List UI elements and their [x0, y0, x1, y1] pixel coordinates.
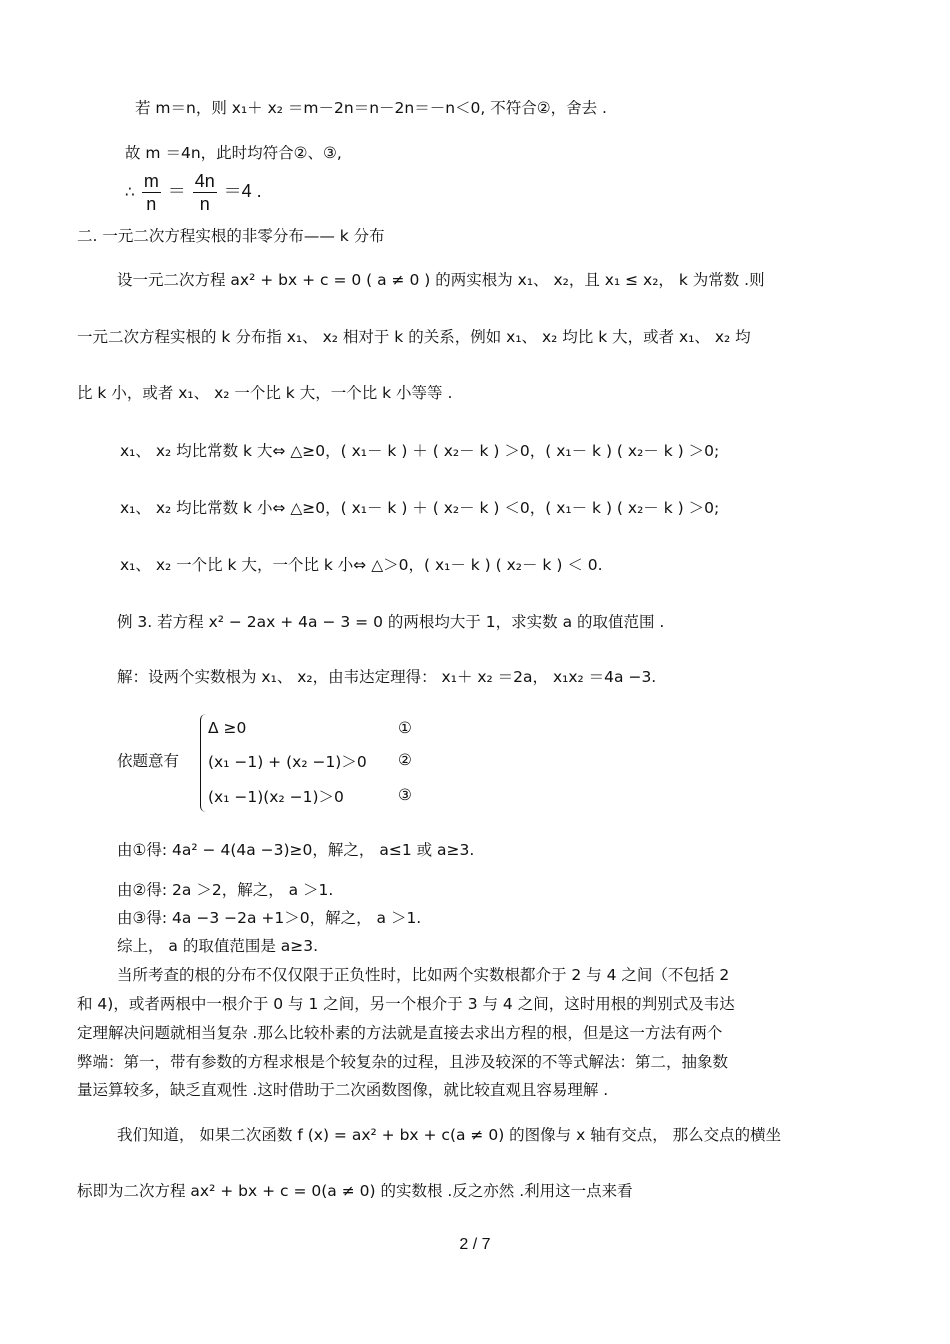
text-line: 我们知道， 如果二次函数 f (x) = ax² + bx + c(a ≠ 0) 的图像与 x 轴有交点， 那么交点的横坐	[117, 1126, 782, 1144]
circled-marker: ②	[398, 751, 412, 769]
text-line: 定理解决问题就相当复杂 .那么比较朴素的方法就是直接去求出方程的根，但是这一方法有两个	[77, 1024, 723, 1042]
fraction	[142, 170, 161, 215]
condition-line: x₁、 x₂ 一个比 k 大，一个比 k 小⇔ △＞0，( x₁－ k ) ( x₂－ k ) ＜ 0.	[120, 556, 603, 574]
circled-marker: ①	[398, 719, 412, 737]
equation-result: ＝4 .	[223, 181, 262, 201]
fraction	[193, 170, 217, 215]
fraction-line	[125, 170, 262, 215]
section-heading: 二. 一元二次方程实根的非零分布—— k 分布	[77, 227, 385, 245]
therefore-symbol: ∴	[125, 183, 135, 201]
fraction-denominator: n	[199, 194, 210, 214]
result-line: 由③得: 4a −3 −2a +1＞0，解之， a ＞1.	[117, 909, 422, 927]
circled-marker: ③	[398, 786, 412, 804]
condition-label: 依题意有	[117, 752, 180, 770]
condition-line: x₁、 x₂ 均比常数 k 大⇔ △≥0，( x₁－ k ) ＋ ( x₂－ k ) ＞0，( x₁－ k ) ( x₂－ k ) ＞0;	[120, 442, 720, 460]
equals-sign: ＝	[167, 181, 186, 201]
condition-item: Δ ≥0	[208, 719, 247, 737]
example-heading: 例 3. 若方程 x² − 2ax + 4a − 3 = 0 的两根均大于 1，求实数 a 的取值范围 .	[117, 613, 665, 631]
text-line: 量运算较多，缺乏直观性 .这时借助于二次函数图像，就比较直观且容易理解 .	[77, 1081, 609, 1099]
text-line: 弊端：第一，带有参数的方程求根是个较复杂的过程，且涉及较深的不等式解法：第二，抽象数	[77, 1053, 729, 1071]
solution-line: 解：设两个实数根为 x₁、 x₂，由韦达定理得： x₁＋ x₂ ＝2a， x₁x₂ ＝4a −3.	[117, 668, 657, 686]
fraction-denominator: n	[146, 194, 157, 214]
text-line: 故 m ＝4n，此时均符合②、③,	[125, 144, 342, 162]
text-line: 设一元二次方程 ax² + bx + c = 0 ( a ≠ 0 ) 的两实根为 x₁、 x₂，且 x₁ ≤ x₂， k 为常数 .则	[117, 271, 765, 289]
text-line: 比 k 小，或者 x₁、 x₂ 一个比 k 大，一个比 k 小等等 .	[77, 384, 453, 402]
fraction-numerator: 4n	[194, 171, 215, 191]
page-number: 2 / 7	[459, 1236, 491, 1253]
text-line: 当所考查的根的分布不仅仅限于正负性时，比如两个实数根都介于 2 与 4 之间（不包括 2	[117, 966, 730, 984]
result-line: 由①得: 4a² − 4(4a −3)≥0，解之， a≤1 或 a≥3.	[117, 841, 475, 859]
text-line: 一元二次方程实根的 k 分布指 x₁、 x₂ 相对于 k 的关系，例如 x₁、 x₂ 均比 k 大，或者 x₁、 x₂ 均	[77, 328, 751, 346]
condition-item: (x₁ −1)(x₂ −1)＞0	[208, 788, 344, 806]
result-line: 综上， a 的取值范围是 a≥3.	[117, 937, 319, 955]
condition-line: x₁、 x₂ 均比常数 k 小⇔ △≥0，( x₁－ k ) ＋ ( x₂－ k ) ＜0，( x₁－ k ) ( x₂－ k ) ＞0;	[120, 499, 720, 517]
text-line: 若 m＝n，则 x₁＋ x₂ ＝m－2n＝n－2n＝－n＜0, 不符合②，舍去 .	[135, 99, 607, 117]
text-line: 标即为二次方程 ax² + bx + c = 0(a ≠ 0) 的实数根 .反之亦然 .利用这一点来看	[77, 1182, 633, 1200]
result-line: 由②得: 2a ＞2，解之， a ＞1.	[117, 881, 334, 899]
condition-item: (x₁ −1) + (x₂ −1)＞0	[208, 753, 367, 771]
text-line: 和 4)，或者两根中一根介于 0 与 1 之间，另一个根介于 3 与 4 之间，这时用根的判别式及韦达	[77, 995, 735, 1013]
fraction-numerator: m	[143, 171, 159, 191]
